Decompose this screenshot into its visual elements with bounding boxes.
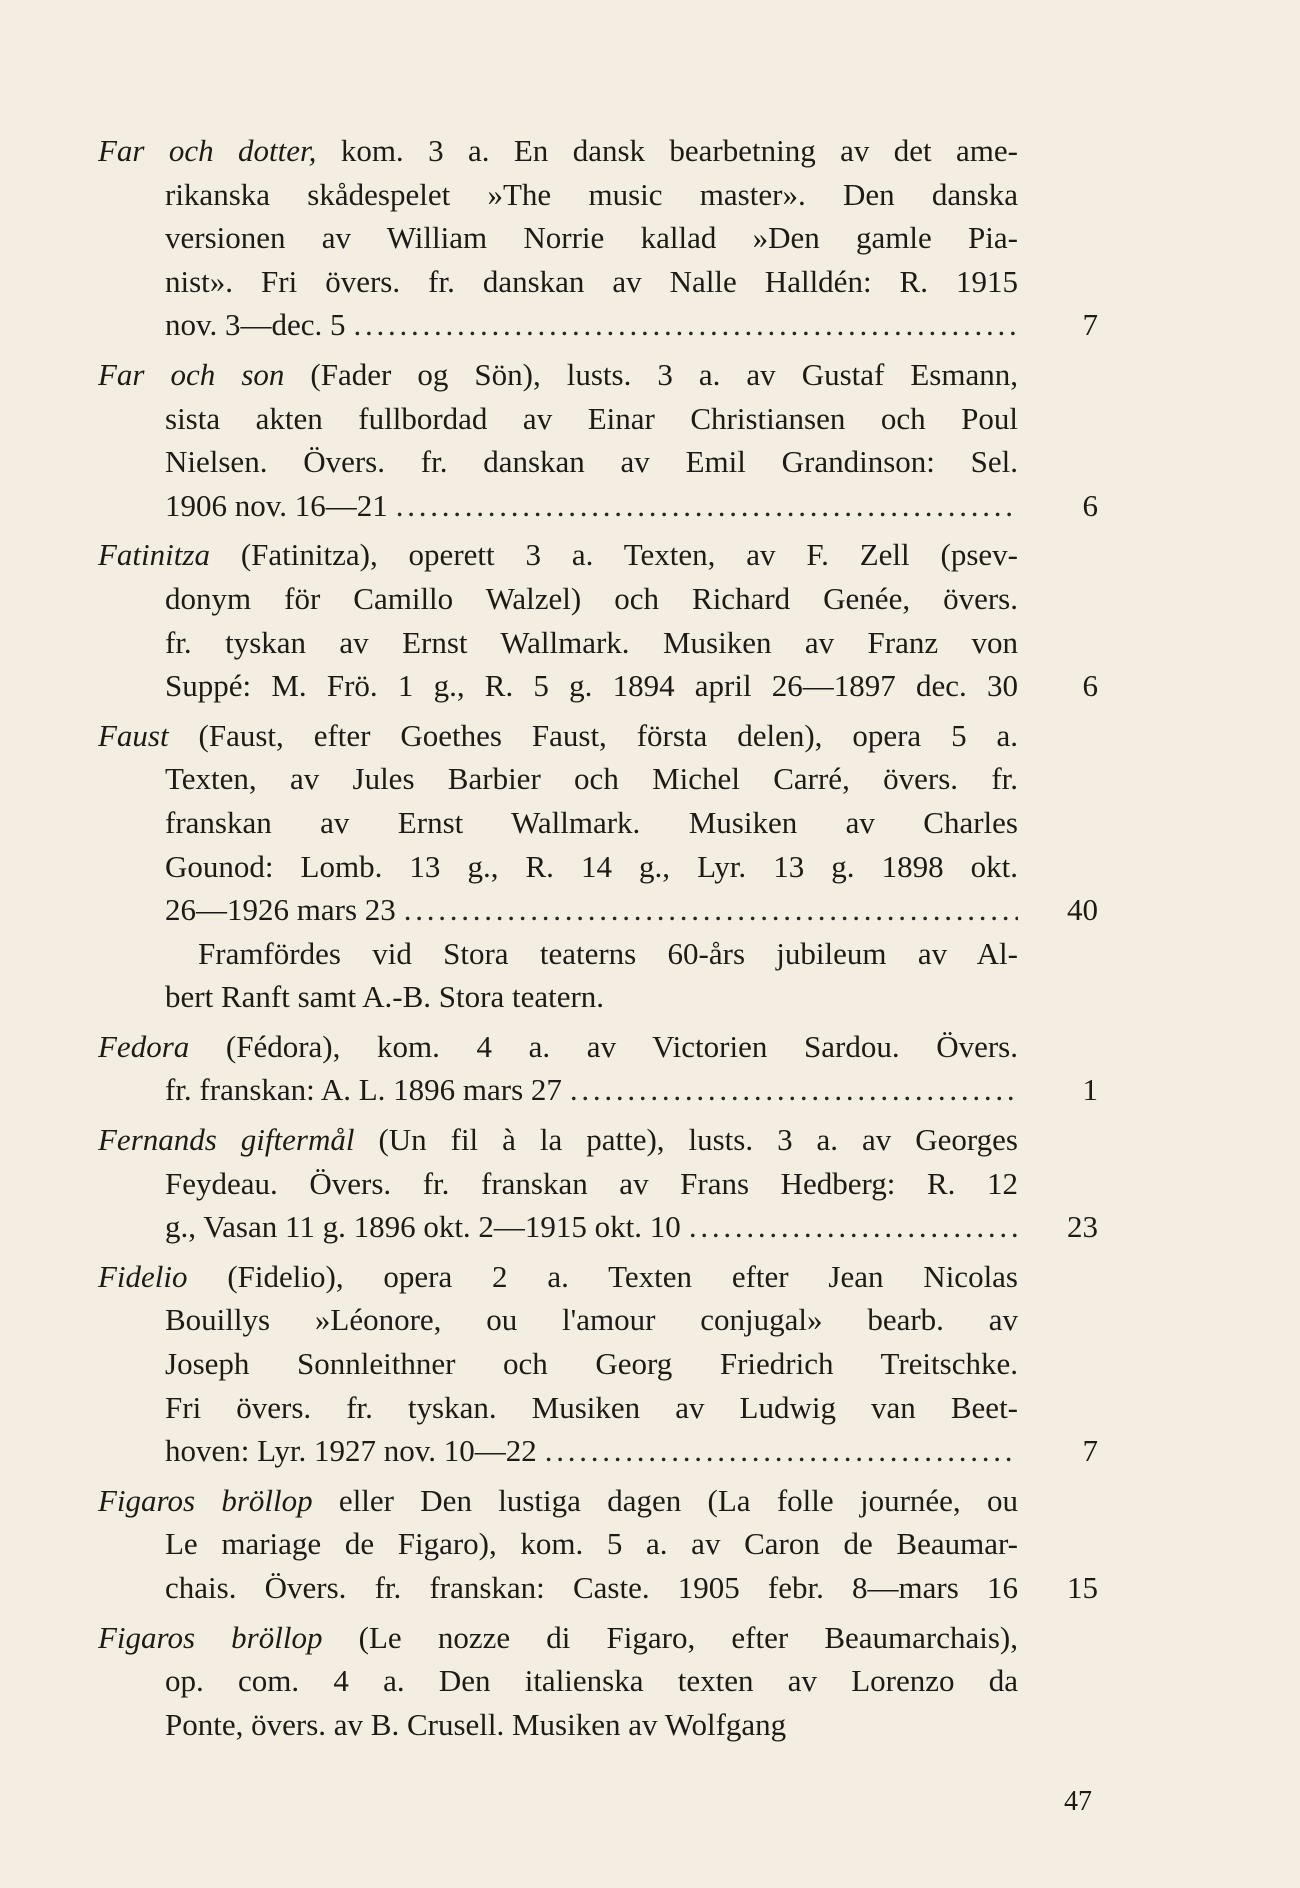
entry-line <box>98 1162 1098 1206</box>
entry-line <box>98 1429 1098 1473</box>
entry-text: fr. franskan: A. L. 1896 mars 27 <box>165 1072 562 1108</box>
entry-line <box>98 577 1098 621</box>
performance-count: 7 <box>1082 307 1098 343</box>
entry-line <box>98 484 1098 528</box>
entry-text: 1906 nov. 16—21 <box>165 487 388 523</box>
entry-text: Fri övers. fr. tyskan. Musiken av Ludwig van Beet- <box>165 1389 1018 1425</box>
catalog-entry <box>98 1616 1098 1747</box>
entry-text: hoven: Lyr. 1927 nov. 10—22 <box>165 1433 537 1469</box>
entry-line <box>98 888 1098 932</box>
entry-text: donym för Camillo Walzel) och Richard Genée, övers. <box>165 580 1018 616</box>
entry-line <box>98 1386 1098 1430</box>
entry-text: nist». Fri övers. fr. danskan av Nalle Halldén: R. 1915 <box>165 263 1018 299</box>
entry-first-line <box>98 1255 1098 1299</box>
entry-line <box>98 621 1098 665</box>
entry-line <box>98 664 1098 708</box>
entry-title: Fidelio <box>98 1258 188 1294</box>
dot-leader <box>689 1205 1018 1249</box>
entry-text: 26—1926 mars 23 <box>165 892 396 928</box>
performance-count: 6 <box>1082 668 1098 704</box>
catalog-entry <box>98 1118 1098 1249</box>
entry-text: versionen av William Norrie kallad »Den gamle Pia- <box>165 220 1018 256</box>
entry-description: (Fidelio), opera 2 a. Texten efter Jean Nicolas <box>187 1258 1018 1294</box>
entry-line <box>98 173 1098 217</box>
dot-leader <box>570 1068 1018 1112</box>
entry-text: op. com. 4 a. Den italienska texten av Lorenzo da <box>165 1663 1018 1699</box>
entry-line <box>98 801 1098 845</box>
entry-first-line <box>98 1479 1098 1523</box>
entry-text: Feydeau. Övers. fr. franskan av Frans Hedberg: R. 12 <box>165 1165 1018 1201</box>
entry-note: bert Ranft samt A.-B. Stora teatern. <box>165 979 605 1015</box>
entry-line <box>98 845 1098 889</box>
entry-text: sista akten fullbordad av Einar Christiansen och Poul <box>165 400 1018 436</box>
entry-line <box>98 1205 1098 1249</box>
entry-line <box>98 260 1098 304</box>
entry-text: Le mariage de Figaro), kom. 5 a. av Caron de Beaumar- <box>165 1526 1018 1562</box>
entry-text: rikanska skådespelet »The music master». Den danska <box>165 176 1018 212</box>
entry-title: Fedora <box>98 1028 190 1064</box>
entry-text: franskan av Ernst Wallmark. Musiken av Charles <box>165 804 1018 840</box>
entry-description: (Un fil à la patte), lusts. 3 a. av Georges <box>354 1122 1018 1158</box>
entry-line <box>98 1342 1098 1386</box>
entry-text: nov. 3—dec. 5 <box>165 307 346 343</box>
entry-line <box>98 216 1098 260</box>
catalog-entry <box>98 1025 1098 1112</box>
entry-description: kom. 3 a. En dansk bearbetning av det ame- <box>316 133 1018 168</box>
entry-description: eller Den lustiga dagen (La folle journée, ou <box>312 1482 1018 1518</box>
entry-text: Nielsen. Övers. fr. danskan av Emil Grandinson: Sel. <box>165 444 1018 480</box>
dot-leader <box>354 303 1018 347</box>
entry-title: Fatinitza <box>98 537 210 573</box>
page-number: 47 <box>1064 1786 1092 1817</box>
entry-text: g., Vasan 11 g. 1896 okt. 2—1915 okt. 10 <box>165 1209 681 1245</box>
entry-note: Framfördes vid Stora teaterns 60-års jubileum av Al- <box>198 935 1018 971</box>
entry-line <box>98 1298 1098 1342</box>
entry-description: (Fader og Sön), lusts. 3 a. av Gustaf Esmann, <box>284 356 1018 392</box>
catalog-entry <box>98 1479 1098 1610</box>
catalog-entry <box>98 129 1098 347</box>
entry-first-line <box>98 1025 1098 1069</box>
entry-first-line <box>98 1118 1098 1162</box>
entry-line <box>98 1566 1098 1610</box>
dot-leader <box>545 1429 1018 1473</box>
performance-count: 40 <box>1067 892 1098 928</box>
entry-note-line <box>98 975 1098 1019</box>
entry-text: Joseph Sonnleithner och Georg Friedrich Treitschke. <box>165 1346 1018 1382</box>
entry-description: (Le nozze di Figaro, efter Beaumarchais), <box>322 1619 1018 1655</box>
entry-line <box>98 1703 1098 1747</box>
entry-text: fr. tyskan av Ernst Wallmark. Musiken av Franz von <box>165 624 1018 660</box>
entry-line <box>98 303 1098 347</box>
performance-count: 6 <box>1082 487 1098 523</box>
dot-leader <box>396 484 1018 528</box>
performance-count: 7 <box>1082 1433 1098 1469</box>
entry-text: Texten, av Jules Barbier och Michel Carré, övers. fr. <box>165 761 1018 797</box>
entry-note-line <box>98 932 1098 976</box>
entry-title: Far och son <box>98 356 285 392</box>
performance-count: 15 <box>1067 1570 1098 1605</box>
entry-text: Ponte, övers. av B. Crusell. Musiken av Wolfgang <box>165 1706 787 1742</box>
entry-first-line <box>98 714 1098 758</box>
dot-leader <box>404 888 1018 932</box>
entry-first-line <box>98 533 1098 577</box>
entry-list <box>98 129 1098 1752</box>
entry-line <box>98 397 1098 441</box>
entry-description: (Fatinitza), operett 3 a. Texten, av F. Zell (psev- <box>209 537 1018 573</box>
entry-text: Gounod: Lomb. 13 g., R. 14 g., Lyr. 13 g. 1898 okt. <box>165 848 1018 884</box>
catalog-entry <box>98 353 1098 527</box>
entry-line <box>98 1659 1098 1703</box>
entry-text: chais. Övers. fr. franskan: Caste. 1905 febr. 8—mars 16 <box>165 1570 1018 1605</box>
entry-title: Far och dotter, <box>98 133 317 168</box>
entry-line <box>98 757 1098 801</box>
catalog-entry <box>98 714 1098 1019</box>
entry-line <box>98 440 1098 484</box>
entry-text: Bouillys »Léonore, ou l'amour conjugal» bearb. av <box>165 1302 1018 1338</box>
entry-text: Suppé: M. Frö. 1 g., R. 5 g. 1894 april 26—1897 dec. 30 <box>165 668 1018 704</box>
entry-description: (Faust, efter Goethes Faust, första delen), opera 5 a. <box>168 717 1018 753</box>
performance-count: 23 <box>1067 1209 1098 1245</box>
entry-title: Figaros bröllop <box>98 1482 313 1518</box>
entry-description: (Fédora), kom. 4 a. av Victorien Sardou. Övers. <box>189 1028 1018 1064</box>
entry-first-line <box>98 129 1098 173</box>
entry-title: Fernands giftermål <box>98 1122 355 1158</box>
entry-line <box>98 1522 1098 1566</box>
entry-first-line <box>98 353 1098 397</box>
catalog-entry <box>98 533 1098 707</box>
entry-title: Faust <box>98 717 169 753</box>
entry-first-line <box>98 1616 1098 1660</box>
entry-line <box>98 1068 1098 1112</box>
catalog-entry <box>98 1255 1098 1473</box>
performance-count: 1 <box>1082 1072 1098 1108</box>
entry-title: Figaros bröllop <box>98 1619 323 1655</box>
